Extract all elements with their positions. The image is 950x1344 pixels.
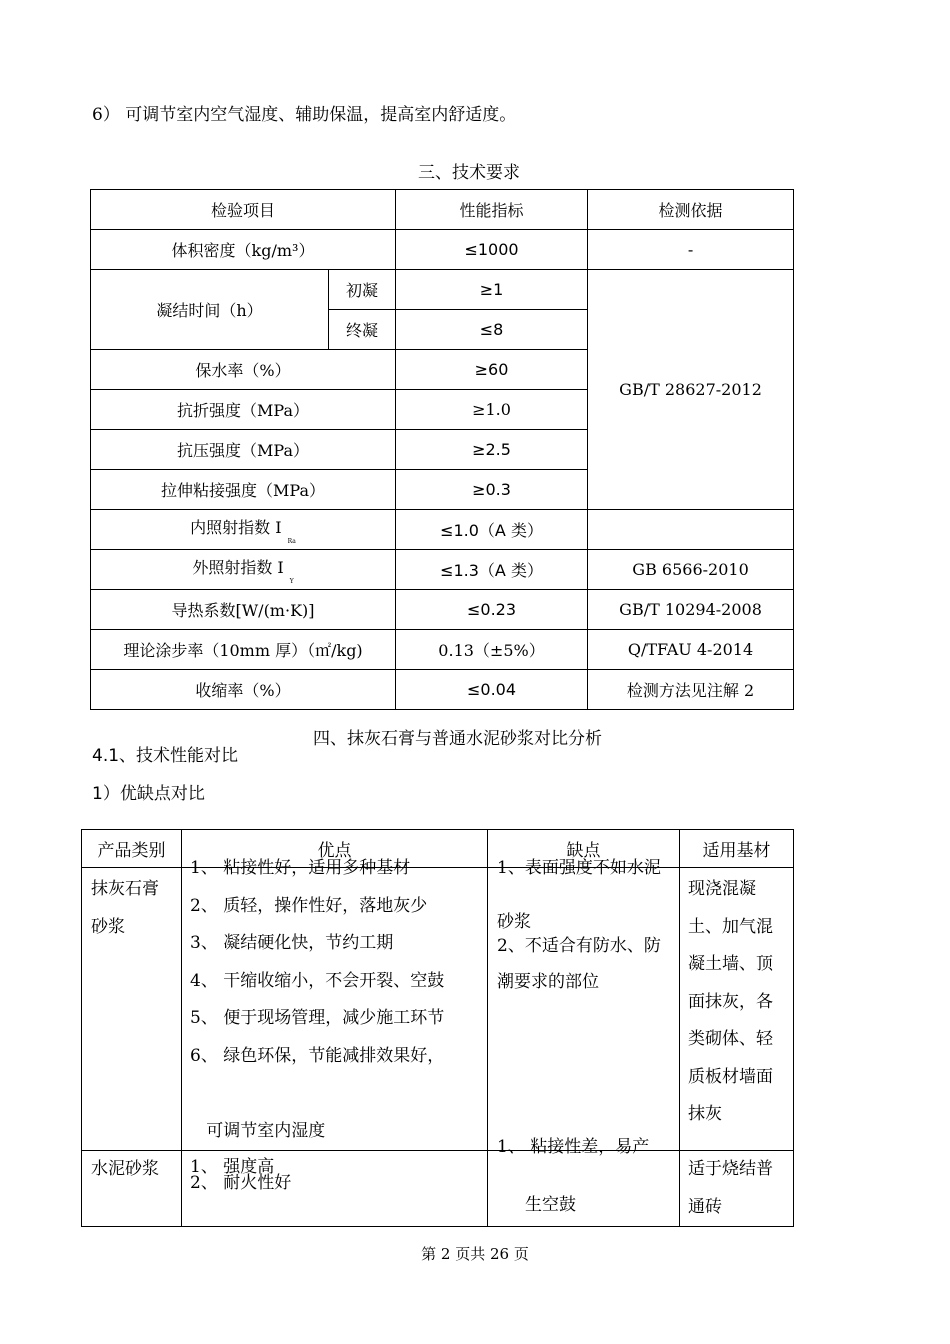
item-subscript: Y bbox=[289, 577, 294, 585]
value-cell: ≤0.23 bbox=[396, 590, 588, 630]
pros-line: 可调节室内湿度 bbox=[190, 1120, 326, 1141]
basis-cell: 检测方法见注解 2 bbox=[588, 670, 794, 710]
technical-requirements-table bbox=[90, 189, 794, 710]
item-cell: 保水率（%） bbox=[91, 350, 396, 390]
value-cell: ≥2.5 bbox=[396, 430, 588, 470]
sub-item-cell: 终凝 bbox=[329, 310, 396, 350]
table-row bbox=[91, 590, 794, 630]
table-header-row bbox=[91, 190, 794, 230]
header-cell: 检验项目 bbox=[91, 190, 396, 230]
cons-line: 2、不适合有防水、防 bbox=[497, 936, 661, 956]
section-title-comparison: 四、抹灰石膏与普通水泥砂浆对比分析 bbox=[313, 729, 602, 749]
pros-line: 4、 干缩收缩小，不会开裂、空鼓 bbox=[190, 970, 445, 991]
substrate-line: 抹灰 bbox=[688, 1104, 722, 1124]
value-cell: 0.13（±5%） bbox=[396, 630, 588, 670]
basis-cell: Q/TFAU 4-2014 bbox=[588, 630, 794, 670]
pros-line bbox=[190, 1075, 487, 1113]
item-label: 外照射指数 I bbox=[192, 557, 284, 577]
table-row bbox=[82, 1151, 794, 1227]
substrate-line: 现浇混凝 bbox=[688, 879, 756, 899]
intro-line: 6） 可调节室内空气湿度、辅助保温，提高室内舒适度。 bbox=[92, 105, 517, 125]
item-cell: 拉伸粘接强度（MPa） bbox=[91, 470, 396, 510]
subsection-heading-4-1: 4.1、技术性能对比 bbox=[92, 746, 239, 766]
comparison-table bbox=[81, 829, 794, 1227]
item-cell: 抗压强度（MPa） bbox=[91, 430, 396, 470]
section-title-technical-requirements: 三、技术要求 bbox=[418, 163, 520, 183]
category-line: 砂浆 bbox=[91, 916, 125, 937]
category-line: 抹灰石膏 bbox=[91, 879, 159, 899]
category-cell bbox=[82, 1151, 182, 1227]
substrate-line: 土、加气混 bbox=[688, 916, 773, 937]
table-row bbox=[91, 630, 794, 670]
item-cell: 抗折强度（MPa） bbox=[91, 390, 396, 430]
cons-line: 1、 粘接性差，易产 bbox=[497, 1137, 650, 1157]
value-cell: ≤1.3（A 类） bbox=[396, 550, 588, 590]
item-cell bbox=[91, 550, 396, 590]
value-cell: ≥1 bbox=[396, 270, 588, 310]
basis-cell: - bbox=[588, 230, 794, 270]
header-cell: 优点 bbox=[182, 830, 488, 868]
page-footer: 第 2 页共 26 页 bbox=[421, 1245, 529, 1263]
cons-cell bbox=[488, 858, 680, 1151]
basis-cell bbox=[588, 510, 794, 550]
value-cell: ≤8 bbox=[396, 310, 588, 350]
pros-line: 3、 凝结硬化快，节约工期 bbox=[190, 933, 394, 953]
category-cell bbox=[82, 868, 182, 1151]
table-row bbox=[91, 510, 794, 550]
item-cell: 凝结时间（h） bbox=[91, 270, 329, 350]
basis-cell: GB/T 28627-2012 bbox=[588, 270, 794, 510]
substrate-line: 凝土墙、顶 bbox=[688, 954, 773, 974]
pros-cell bbox=[182, 1151, 488, 1227]
header-cell: 产品类别 bbox=[82, 830, 182, 868]
pros-line: 1、 强度高 bbox=[190, 1157, 275, 1177]
value-cell: ≤1.0（A 类） bbox=[396, 510, 588, 550]
item-cell: 导热系数[W/(m·K)] bbox=[91, 590, 396, 630]
value-cell: ≥1.0 bbox=[396, 390, 588, 430]
value-cell: ≤0.04 bbox=[396, 670, 588, 710]
substrate-line: 面抹灰，各 bbox=[688, 991, 773, 1012]
header-cell: 性能指标 bbox=[396, 190, 588, 230]
substrate-line: 类砌体、轻 bbox=[688, 1029, 773, 1049]
pros-cell bbox=[182, 858, 488, 1151]
item-cell: 体积密度（kg/m³） bbox=[91, 230, 396, 270]
value-cell: ≥0.3 bbox=[396, 470, 588, 510]
substrate-cell bbox=[680, 868, 794, 1151]
cons-line: 潮要求的部位 bbox=[497, 972, 599, 992]
pros-line: 2、 质轻，操作性好，落地灰少 bbox=[190, 895, 428, 916]
cons-line: 1、表面强度不如水泥 bbox=[497, 858, 661, 878]
table-row bbox=[91, 270, 794, 310]
subsection-heading-pros-cons: 1）优缺点对比 bbox=[92, 784, 205, 804]
header-cell: 适用基材 bbox=[680, 830, 794, 868]
basis-cell: GB 6566-2010 bbox=[588, 550, 794, 590]
pros-line: 1、 粘接性好，适用多种基材 bbox=[190, 858, 411, 878]
pros-line: 5、 便于现场管理，减少施工环节 bbox=[190, 1008, 445, 1028]
substrate-line: 质板材墙面 bbox=[688, 1066, 773, 1087]
table-row bbox=[91, 230, 794, 270]
table-row bbox=[91, 550, 794, 590]
item-cell bbox=[91, 510, 396, 550]
category-line: 水泥砂浆 bbox=[91, 1159, 159, 1179]
pros-line: 6、 绿色环保，节能减排效果好， bbox=[190, 1045, 445, 1066]
substrate-line: 适于烧结普 bbox=[688, 1159, 773, 1179]
substrate-line: 通砖 bbox=[688, 1196, 722, 1217]
cons-cell bbox=[488, 1137, 680, 1227]
basis-cell: GB/T 10294-2008 bbox=[588, 590, 794, 630]
cons-line: 砂浆 bbox=[497, 912, 531, 932]
item-subscript: Ra bbox=[287, 537, 296, 545]
value-cell: ≥60 bbox=[396, 350, 588, 390]
table-row bbox=[82, 868, 794, 1151]
header-cell: 检测依据 bbox=[588, 190, 794, 230]
pros-line: 2、 耐火性好 bbox=[190, 1173, 292, 1193]
header-cell: 缺点 bbox=[488, 830, 680, 868]
item-label: 内照射指数 I bbox=[190, 517, 282, 537]
sub-item-cell: 初凝 bbox=[329, 270, 396, 310]
cons-line: 生空鼓 bbox=[525, 1194, 576, 1215]
value-cell: ≤1000 bbox=[396, 230, 588, 270]
item-cell: 收缩率（%） bbox=[91, 670, 396, 710]
table-row bbox=[91, 670, 794, 710]
item-cell: 理论涂步率（10mm 厚）（㎡/kg) bbox=[91, 630, 396, 670]
substrate-cell bbox=[680, 1151, 794, 1227]
